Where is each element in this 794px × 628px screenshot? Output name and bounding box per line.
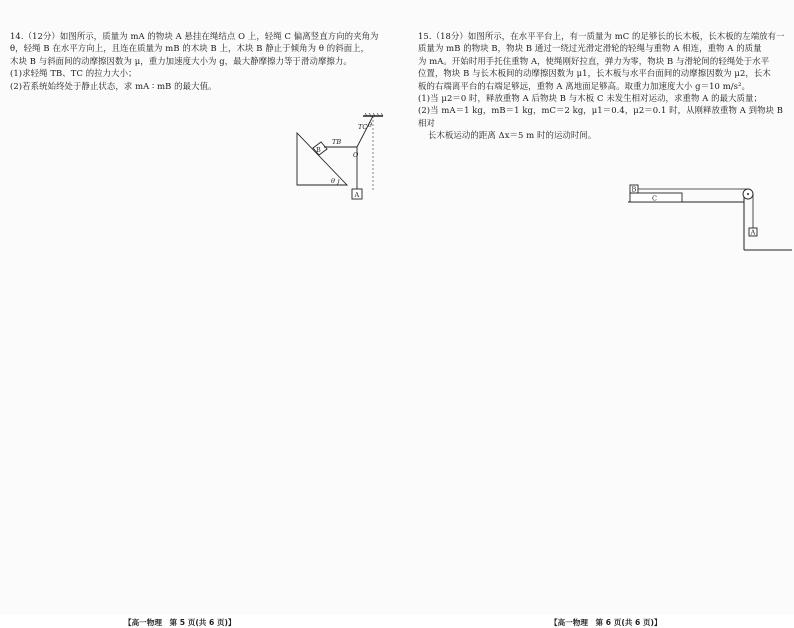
problem-14-question-1: (1)求轻绳 TB、TC 的拉力大小； [10,68,137,79]
problem-14 [10,30,385,92]
block-b-label: B [316,146,321,154]
block-b [313,142,327,155]
problem-14-line-1: 14.（12分）如图所示，质量为 mA 的物块 A 悬挂在绳结点 O 上，轻绳 C 偏离竖直方向的夹角为 [10,31,379,41]
problem-14-question-2: (2)若系统始终处于静止状态，求 mA ∶ mB 的最大值。 [10,80,217,91]
angle-slope-label: θ [331,177,335,185]
footer-right: 【高一物理 第 6 页(共 6 页)】 [550,618,662,627]
slope-angle-arc [337,179,339,185]
problem-15-line-5: 板的右端离平台的右端足够远，重物 A 离地面足够高。取重力加速度大小 g＝10 m/s²。 [418,80,751,91]
problem-15-figure [628,154,792,252]
block-a [749,228,757,237]
tension-b-label: TB [332,138,342,146]
problem-15-line-3: 为 mA。开始时用手托住重物 A，使绳刚好拉直，弹力为零，物块 B 与滑轮间的轻绳处于水平 [418,55,770,66]
block-b-label: B [631,185,637,194]
footer-left: 【高一物理 第 5 页(共 6 页)】 [124,618,236,627]
problem-15-question-1: (1)当 μ2＝0 时，释放重物 A 后物块 B 与木板 C 未发生相对运动，求重物 A 的最大质量； [418,93,762,104]
problem-14-figure [295,113,385,205]
right-page [418,30,790,627]
problem-15 [418,30,790,142]
ceiling-support [363,113,383,116]
board-c-label: C [652,194,657,203]
knot-o-label: O [353,151,359,159]
problem-15-line-4: 位置，物块 B 与长木板间的动摩擦因数为 μ1，长木板与水平台面间的动摩擦因数为 μ2，长木 [418,68,771,79]
block-a [352,189,362,199]
problem-14-line-3: 木块 B 与斜面间的动摩擦因数为 μ，重力加速度大小为 g，最大静摩擦力等于滑动摩擦力。 [10,55,352,66]
angle-rope-label: θ [368,121,372,129]
left-page [10,30,385,627]
problem-15-line-2: 质量为 mB 的物块 B，物块 B 通过一绕过光滑定滑轮的轻绳与重物 A 相连，重物 A 的质量 [418,43,762,54]
block-a-label: A [354,191,360,199]
problem-15-question-2: (2)当 mA＝1 kg，mB＝1 kg，mC＝2 kg，μ1＝0.4，μ2＝0.1 时，从刚释放重物 A 到物块 B 相对 [418,105,784,128]
pulley [743,189,753,199]
problem-15-question-2-cont: 长木板运动的距离 Δx＝5 m 时的运动时间。 [428,130,597,141]
board-c [630,193,682,203]
problem-15-line-1: 15.（18分）如图所示，在水平平台上，有一质量为 mC 的足够长的长木板，长木板的左端放有一 [418,31,785,41]
block-b [630,185,638,194]
problem-14-line-2: θ，轻绳 B 在水平方向上，且连在质量为 mB 的木块 B 上，木块 B 静止于倾角为 θ 的斜面上， [10,43,370,54]
block-a-label: A [750,228,756,237]
tension-c-label: TC [358,123,368,131]
